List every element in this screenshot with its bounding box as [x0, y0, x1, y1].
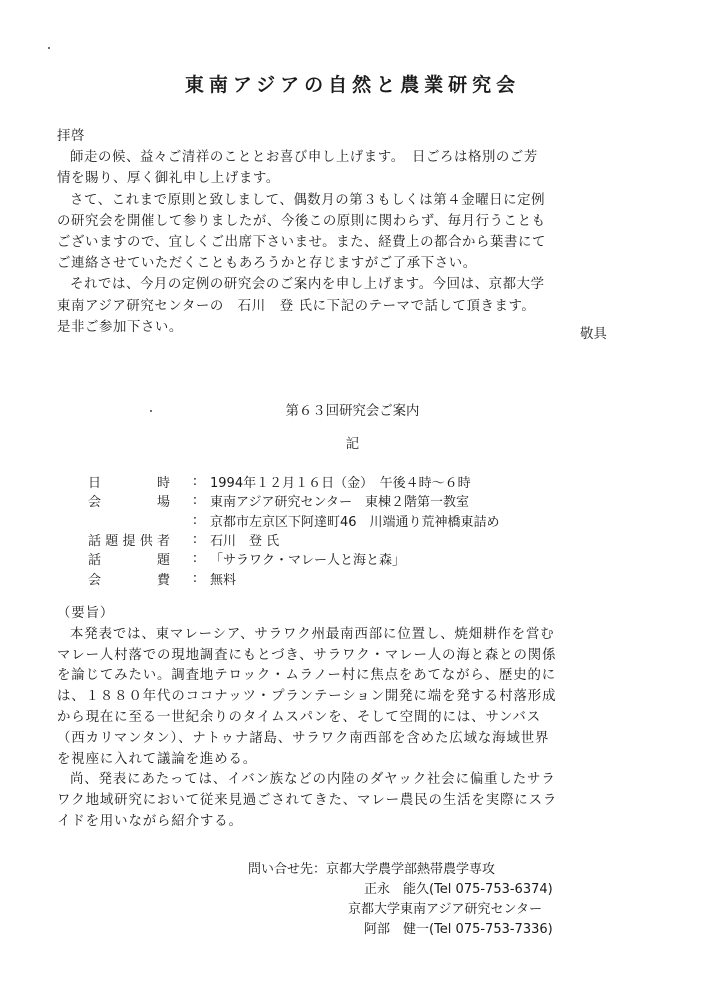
- summary-line: （西カリマンタン）、ナトゥナ諸島、サラワク南西部を含めた広域な海域世界: [57, 730, 550, 746]
- summary-line: を視座に入れて議論を進める。: [57, 751, 258, 767]
- detail-value: 石川 登 氏: [210, 534, 280, 550]
- detail-colon: :: [192, 551, 198, 567]
- detail-label: 会 場: [88, 495, 170, 511]
- letter-line: 東南アジア研究センターの 石川 登 氏に下記のテーマで話して頂きます。: [57, 298, 536, 314]
- detail-label: 話題提供者: [88, 534, 170, 550]
- contact-person: 阿部 健一(Tel 075-753-7336): [364, 922, 553, 937]
- detail-label: 話 題: [88, 553, 170, 569]
- contact-row: [248, 860, 553, 880]
- letter-body: [57, 126, 647, 338]
- letter-line: 情を賜り、厚く御礼申し上げます。: [57, 171, 280, 187]
- summary-heading: （要旨）: [57, 606, 115, 621]
- letter-line: 是非ご参加下さい。: [57, 319, 183, 335]
- detail-label: [88, 511, 180, 530]
- summary-line: イドを用いながら紹介する。: [57, 813, 243, 829]
- summary-line: から現在に至る一世紀余りのタイムスパンを、そして空間的には、サンバス: [57, 709, 542, 725]
- contact-row: [248, 920, 553, 940]
- details-row: [88, 491, 500, 510]
- detail-colon: :: [192, 512, 198, 528]
- detail-value: 「サラワク・マレー人と海と森」: [210, 553, 406, 569]
- contact-label: 問い合せ先：: [248, 862, 327, 877]
- details-row: [88, 530, 500, 549]
- letter-line: ご連絡させていただくこともあろうかと存じますがご了承下さい。: [57, 256, 477, 272]
- summary-line: を論じてみたい。調査地テロック・ムラノー村に焦点をあてながら、歴史的に: [57, 668, 557, 684]
- detail-colon: :: [192, 493, 198, 509]
- details-table: [88, 472, 500, 588]
- meeting-title: 第６３回研究会ご案内: [285, 404, 420, 419]
- contact-person: 正永 能久(Tel 075-753-6374): [364, 882, 553, 897]
- contact-row: [248, 900, 553, 920]
- details-row: [88, 549, 500, 568]
- detail-colon: :: [192, 532, 198, 548]
- detail-value: 東南アジア研究センター 東棟２階第一教室: [210, 495, 469, 511]
- ki-heading: 記: [345, 437, 360, 452]
- letter-line: の研究会を開催して参りましたが、今後この原則に関わらず、毎月行うことも: [57, 213, 546, 229]
- detail-value: 京都市左京区下阿達町46 川端通り荒神橋東詰め: [210, 514, 500, 530]
- contact-row: [248, 880, 553, 900]
- summary-line: マレー人村落での現地調査にもとづき、サラワク・マレー人の海と森との関係: [57, 647, 557, 663]
- letter-line: さて、これまで原則と致しまして、偶数月の第３もしくは第４金曜日に定例: [70, 192, 546, 208]
- summary-line: 尚、発表にあたっては、イバン族などの内陸のダヤック社会に偏重したサラ: [70, 772, 556, 788]
- summary-line: ワク地域研究において従来見過ごされてきた、マレー農民の生活を実際にスラ: [57, 793, 558, 809]
- summary-line: は、１８８０年代のココナッツ・プランテーション開発に端を発する村落形成: [57, 689, 557, 705]
- details-row: [88, 511, 500, 530]
- summary-section: [57, 604, 657, 833]
- letter-line: 師走の候、益々ご清祥のこととお喜び申し上げます。 日ごろは格別のご芳: [70, 150, 538, 166]
- letter-line: それでは、今月の定例の研究会のご案内を申し上げます。今回は、京都大学: [70, 277, 545, 293]
- closing: 敬具: [580, 327, 607, 342]
- detail-value: 無料: [210, 572, 237, 588]
- contact-org: 京都大学農学部熱帯農学専攻: [326, 862, 496, 877]
- contact-block: [248, 860, 553, 940]
- scan-speck: [48, 47, 50, 49]
- detail-label: 会 費: [88, 572, 170, 588]
- letter-line: ございますので、宜しくご出席下さいませ。また、経費上の都合から葉書にて: [57, 235, 546, 251]
- summary-line: 本発表では、東マレーシア、サラワク州最南西部に位置し、焼畑耕作を営む: [70, 626, 555, 642]
- document-title: 東南アジアの自然と農業研究会: [184, 74, 521, 96]
- contact-org: 京都大学東南アジア研究センター: [348, 902, 542, 917]
- details-row: [88, 568, 500, 587]
- detail-value: 1994年１２月１６日（金） 午後４時〜６時: [210, 476, 471, 492]
- detail-colon: :: [192, 474, 198, 490]
- detail-colon: :: [192, 570, 198, 586]
- details-row: [88, 472, 500, 491]
- detail-label: 日 時: [88, 476, 170, 492]
- salutation: 拝啓: [57, 129, 85, 144]
